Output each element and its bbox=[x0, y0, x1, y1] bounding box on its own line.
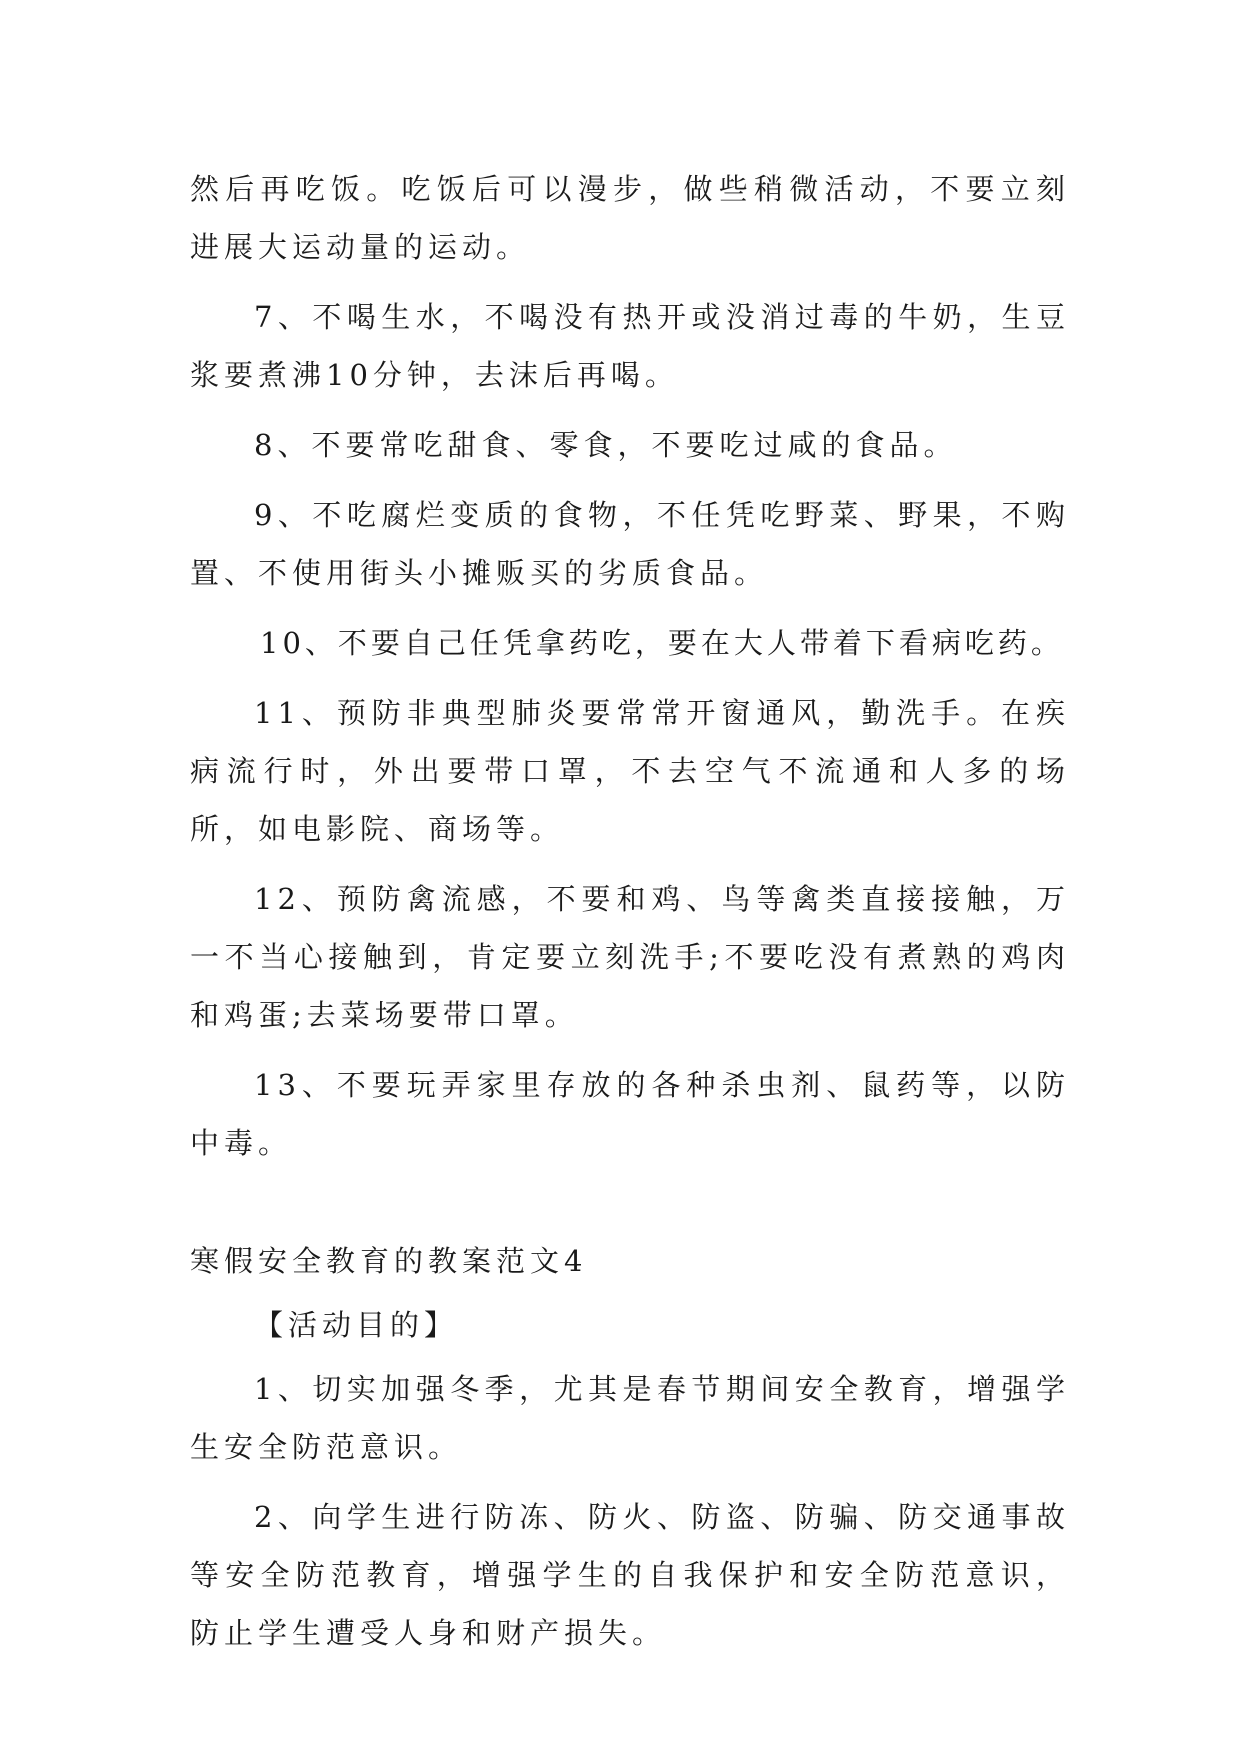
document-page bbox=[190, 160, 1070, 1674]
paragraph-goal-2: 2、向学生进行防冻、防火、防盗、防骗、防交通事故等安全防范教育，增强学生的自我保护和安全防范意识，防止学生遭受人身和财产损失。 bbox=[190, 1500, 1070, 1650]
paragraph-goal-1: 1、切实加强冬季，尤其是春节期间安全教育，增强学生安全防范意识。 bbox=[190, 1372, 1070, 1464]
paragraph-item-9: 9、不吃腐烂变质的食物，不任凭吃野菜、野果，不购置、不使用街头小摊贩买的劣质食品。 bbox=[190, 498, 1070, 590]
paragraph-item-7: 7、不喝生水，不喝没有热开或没消过毒的牛奶，生豆浆要煮沸10分钟，去沫后再喝。 bbox=[190, 300, 1070, 392]
paragraph-item-10: 10、不要自己任凭拿药吃，要在大人带着下看病吃药。 bbox=[260, 626, 1064, 660]
section-title: 寒假安全教育的教案范文4 bbox=[190, 1244, 588, 1278]
paragraph-continuation: 然后再吃饭。吃饭后可以漫步，做些稍微活动，不要立刻进展大运动量的运动。 bbox=[190, 172, 1070, 264]
paragraph-item-13: 13、不要玩弄家里存放的各种杀虫剂、鼠药等，以防中毒。 bbox=[190, 1068, 1070, 1160]
paragraph-item-11: 11、预防非典型肺炎要常常开窗通风，勤洗手。在疾病流行时，外出要带口罩，不去空气不流通和人多的场所，如电影院、商场等。 bbox=[190, 696, 1070, 846]
section-heading: 【活动目的】 bbox=[254, 1308, 459, 1342]
paragraph-item-8: 8、不要常吃甜食、零食，不要吃过咸的食品。 bbox=[254, 428, 958, 462]
paragraph-item-12: 12、预防禽流感，不要和鸡、鸟等禽类直接接触，万一不当心接触到，肯定要立刻洗手;不要吃没有煮熟的鸡肉和鸡蛋;去菜场要带口罩。 bbox=[190, 882, 1070, 1032]
